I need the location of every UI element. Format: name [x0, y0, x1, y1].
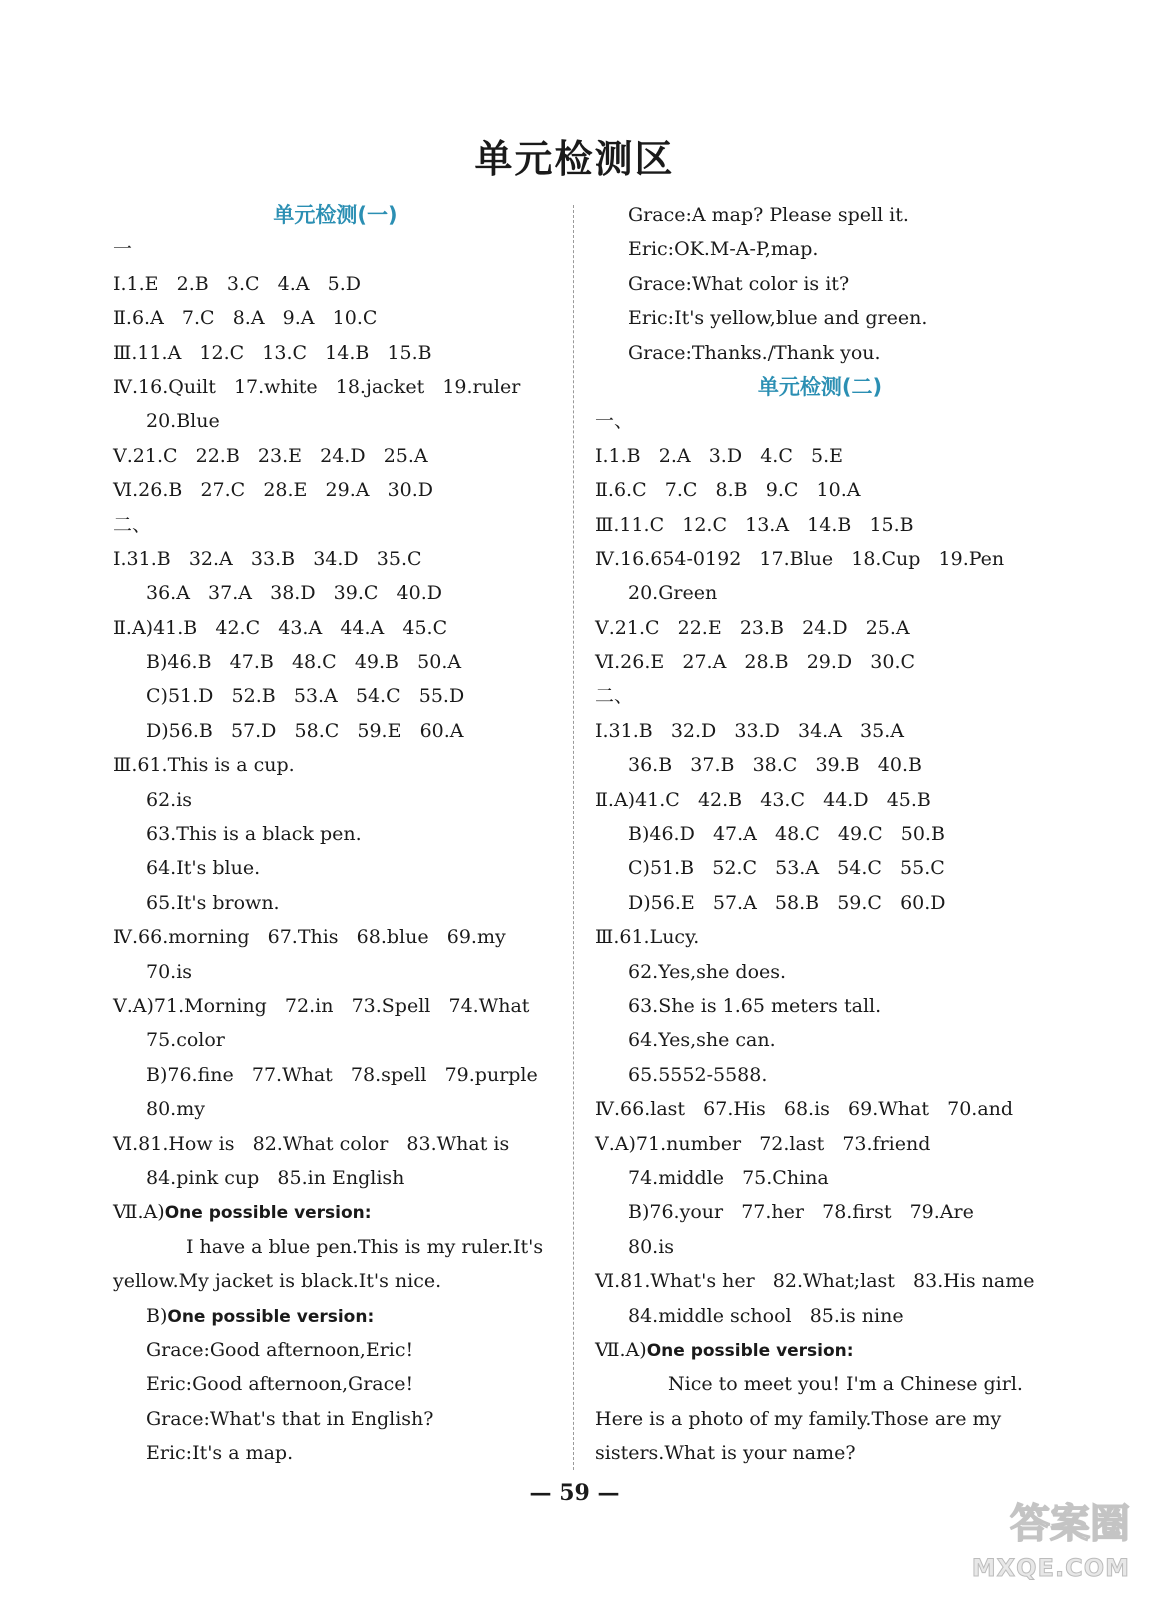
answer-line: 62.Yes,she does.	[628, 960, 787, 983]
answer-line	[595, 1333, 1045, 1367]
answer-line: 70.is	[146, 960, 193, 983]
answer-line: Ⅰ.31.B 32.D 33.D 34.A 35.A	[595, 719, 904, 742]
answer-line: Ⅴ.A)71.Morning 72.in 73.Spell 74.What	[113, 994, 530, 1017]
answer-line: 80.my	[146, 1098, 205, 1121]
answer-line: Ⅳ.66.last 67.His 68.is 69.What 70.and	[595, 1098, 1014, 1121]
answer-line: 84.pink cup 85.in English	[146, 1166, 405, 1189]
section-heading: 二、	[113, 513, 152, 536]
answer-line: 74.middle 75.China	[628, 1166, 829, 1189]
essay-line: I have a blue pen.This is my ruler.It's	[186, 1235, 544, 1258]
answer-line: Ⅵ.81.How is 82.What color 83.What is	[113, 1132, 510, 1155]
answer-line: B)46.D 47.A 48.C 49.C 50.B	[628, 823, 945, 846]
answer-line: Ⅰ.31.B 32.A 33.B 34.D 35.C	[113, 547, 422, 570]
answer-line: Ⅲ.11.C 12.C 13.A 14.B 15.B	[595, 513, 914, 536]
answer-line: Ⅳ.16.Quilt 17.white 18.jacket 19.ruler	[113, 375, 521, 398]
answer-line: Ⅱ.6.C 7.C 8.B 9.C 10.A	[595, 479, 861, 502]
answer-line	[113, 1195, 558, 1229]
version-label: One possible version:	[167, 1306, 375, 1327]
dialogue-line: Grace:A map? Please spell it.	[628, 204, 909, 226]
dialogue-line: Eric:It's a map.	[146, 1442, 294, 1465]
dialogue-line: Grace:What's that in English?	[146, 1407, 434, 1430]
answer-line: 65.It's brown.	[146, 891, 280, 914]
right-column	[595, 198, 1045, 1470]
answer-line: Ⅵ.26.B 27.C 28.E 29.A 30.D	[113, 479, 434, 502]
answer-line: 20.Blue	[146, 410, 220, 433]
answer-line: Ⅳ.16.654-0192 17.Blue 18.Cup 19.Pen	[595, 547, 1005, 570]
answer-line: Ⅴ.21.C 22.E 23.B 24.D 25.A	[595, 616, 910, 639]
answer-line: Ⅲ.11.A 12.C 13.C 14.B 15.B	[113, 341, 432, 364]
essay-line: Nice to meet you! I'm a Chinese girl.	[668, 1373, 1023, 1396]
answer-line: 63.She is 1.65 meters tall.	[628, 994, 882, 1017]
section-heading: 二、	[595, 685, 634, 708]
essay-line: Here is a photo of my family.Those are my	[595, 1407, 1002, 1430]
dialogue-line: Grace:What color is it?	[628, 272, 850, 295]
left-column	[113, 198, 558, 1470]
answer-line: Ⅱ.6.A 7.C 8.A 9.A 10.C	[113, 307, 378, 330]
answer-line: 20.Green	[628, 582, 718, 605]
answer-line: B)76.your 77.her 78.first 79.Are	[628, 1201, 974, 1224]
unit-title-1: 单元检测(一)	[273, 203, 398, 227]
answer-line: Ⅴ.A)71.number 72.last 73.friend	[595, 1132, 931, 1155]
section-heading: 一	[113, 238, 133, 261]
answer-line: 80.is	[628, 1235, 675, 1258]
item-number: Ⅶ.A)	[113, 1201, 165, 1224]
item-number: B)	[146, 1304, 168, 1327]
page-title: 单元检测区	[474, 136, 675, 181]
answer-line: 84.middle school 85.is nine	[628, 1304, 904, 1327]
answer-line	[113, 1299, 558, 1333]
watermark-site: MXQE.COM	[971, 1554, 1130, 1582]
answer-line: Ⅳ.66.morning 67.This 68.blue 69.my	[113, 926, 506, 949]
answer-line: 36.A 37.A 38.D 39.C 40.D	[146, 582, 443, 605]
answer-line: Ⅵ.81.What's her 82.What;last 83.His name	[595, 1270, 1035, 1293]
dialogue-line: Eric:It's yellow,blue and green.	[628, 307, 928, 330]
answer-line: 63.This is a black pen.	[146, 823, 362, 846]
answer-line: C)51.B 52.C 53.A 54.C 55.C	[628, 857, 945, 880]
answer-line: 36.B 37.B 38.C 39.B 40.B	[628, 754, 922, 777]
version-label: One possible version:	[164, 1203, 372, 1224]
dialogue-line: Eric:OK.M-A-P,map.	[628, 238, 819, 261]
answer-line: 75.color	[146, 1029, 225, 1052]
essay-line: sisters.What is your name?	[595, 1442, 856, 1465]
answer-line: Ⅴ.21.C 22.B 23.E 24.D 25.A	[113, 444, 428, 467]
dialogue-line: Eric:Good afternoon,Grace!	[146, 1373, 414, 1396]
answer-line: Ⅲ.61.This is a cup.	[113, 754, 295, 777]
watermark-logo: 答案圈	[1010, 1501, 1130, 1547]
answer-line: B)76.fine 77.What 78.spell 79.purple	[146, 1063, 538, 1086]
answer-line: D)56.B 57.D 58.C 59.E 60.A	[146, 719, 464, 742]
unit-title-2: 单元检测(二)	[757, 374, 883, 399]
section-heading: 一、	[595, 410, 634, 433]
answer-line: Ⅰ.1.E 2.B 3.C 4.A 5.D	[113, 272, 361, 295]
answer-line: D)56.E 57.A 58.B 59.C 60.D	[628, 891, 946, 914]
answer-line: B)46.B 47.B 48.C 49.B 50.A	[146, 651, 462, 674]
version-label: One possible version:	[646, 1340, 854, 1361]
dialogue-line: Grace:Good afternoon,Eric!	[146, 1338, 414, 1361]
answer-line: 64.Yes,she can.	[628, 1029, 776, 1052]
answer-line: Ⅰ.1.B 2.A 3.D 4.C 5.E	[595, 444, 843, 467]
answer-line: Ⅲ.61.Lucy.	[595, 926, 700, 949]
essay-line: yellow.My jacket is black.It's nice.	[113, 1270, 442, 1293]
column-divider	[573, 205, 574, 1470]
watermark	[940, 1490, 1140, 1590]
answer-line: Ⅵ.26.E 27.A 28.B 29.D 30.C	[595, 651, 916, 674]
answer-line: Ⅱ.A)41.C 42.B 43.C 44.D 45.B	[595, 788, 931, 811]
item-number: Ⅶ.A)	[595, 1338, 647, 1361]
answer-line: C)51.D 52.B 53.A 54.C 55.D	[146, 685, 465, 708]
answer-line: 62.is	[146, 788, 193, 811]
dialogue-line: Grace:Thanks./Thank you.	[628, 341, 881, 364]
answer-line: Ⅱ.A)41.B 42.C 43.A 44.A 45.C	[113, 616, 448, 639]
page-number: — 59 —	[529, 1480, 620, 1506]
answer-line: 64.It's blue.	[146, 857, 261, 880]
answer-line: 65.5552-5588.	[628, 1063, 768, 1086]
